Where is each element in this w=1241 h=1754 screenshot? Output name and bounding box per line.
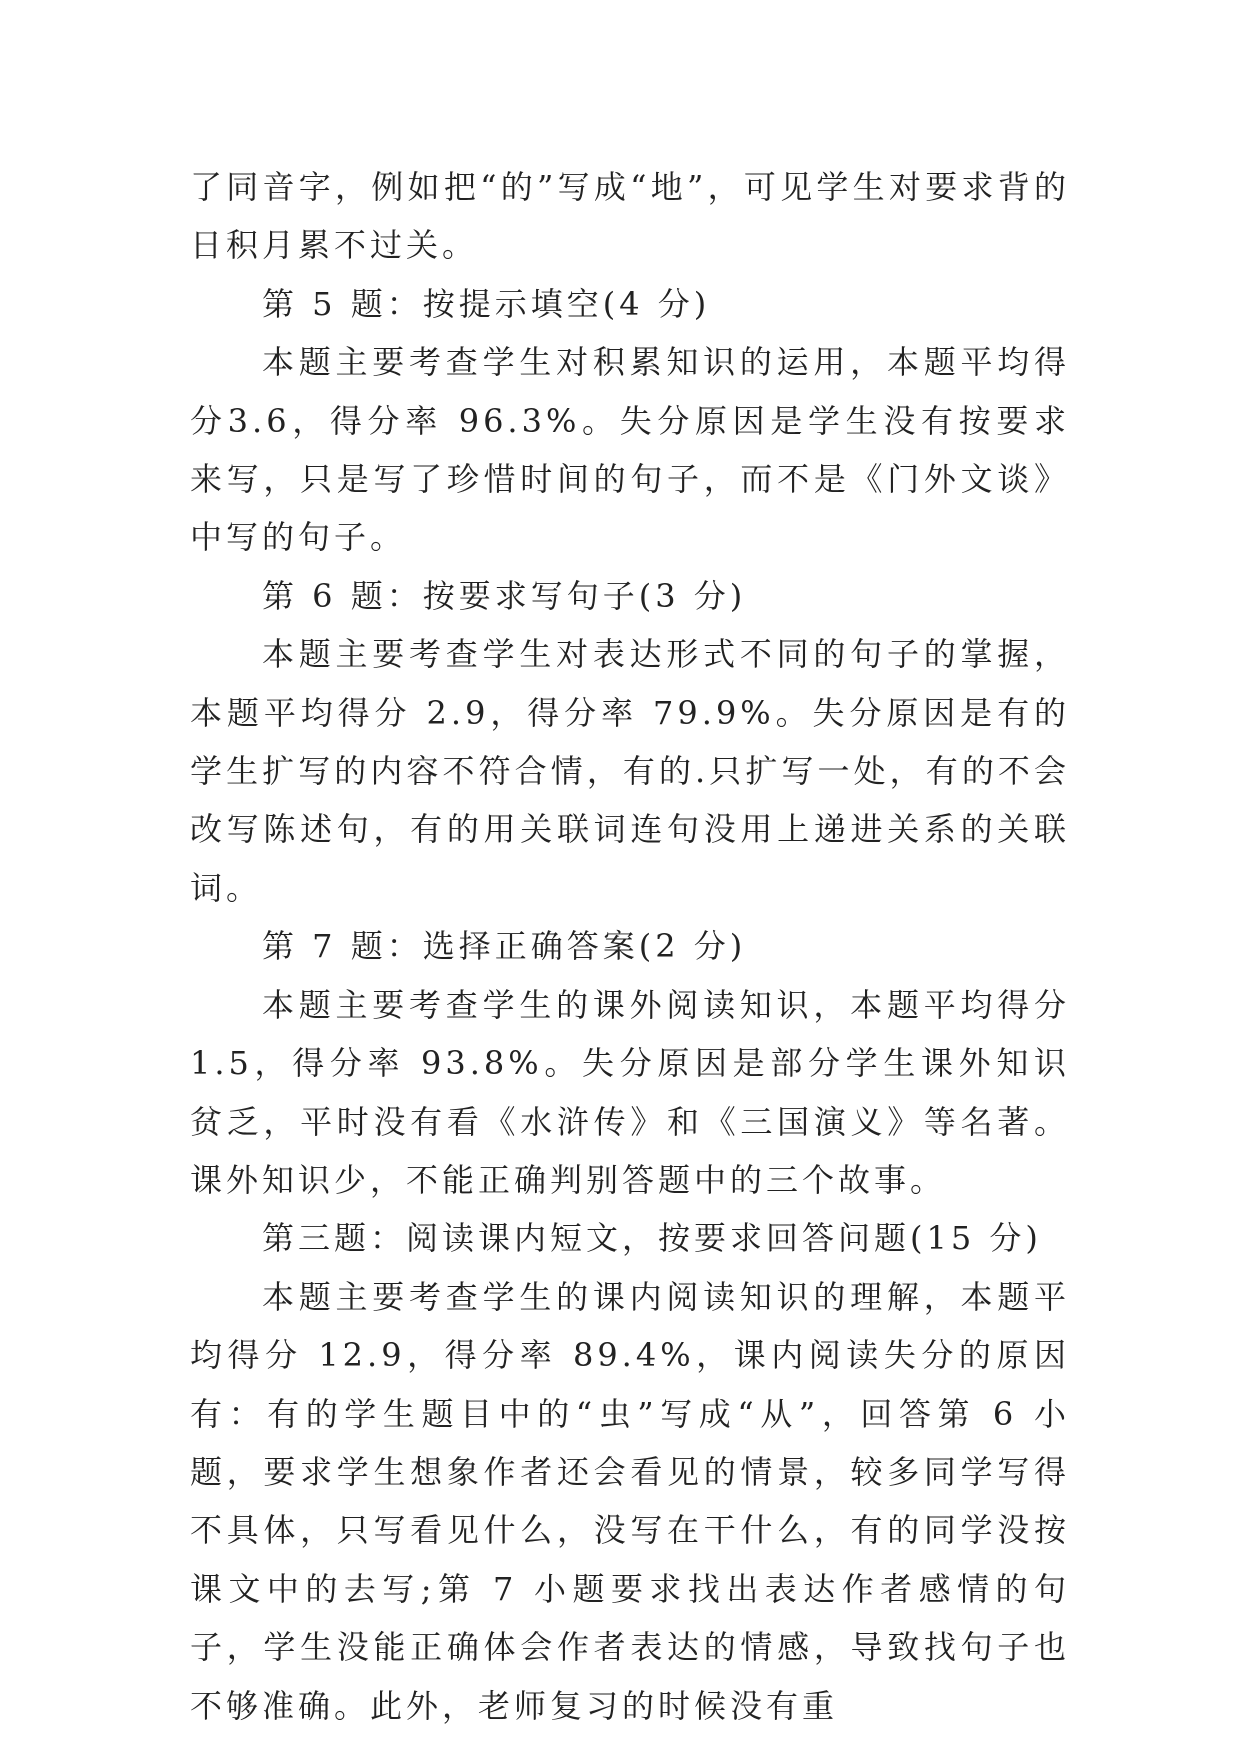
document-body	[190, 158, 1070, 1735]
question-7-heading: 第 7 题：选择正确答案(2 分)	[262, 927, 747, 966]
paragraph-continuation: 了同音字，例如把“的”写成“地”，可见学生对要求背的日积月累不过关。	[190, 168, 1070, 265]
question-5-heading: 第 5 题：按提示填空(4 分)	[262, 284, 711, 323]
section-3-heading: 第三题：阅读课内短文，按要求回答问题(15 分)	[262, 1219, 1042, 1258]
question-6-heading: 第 6 题：按要求写句子(3 分)	[262, 576, 747, 615]
question-7-analysis: 本题主要考查学生的课外阅读知识，本题平均得分 1.5，得分率 93.8%。失分原因是部分学生课外知识贫乏，平时没有看《水浒传》和《三国演义》等名著。课外知识少，不能正确判别答题中的三个故事。	[190, 985, 1070, 1199]
section-3-analysis: 本题主要考查学生的课内阅读知识的理解，本题平均得分 12.9，得分率 89.4%，课内阅读失分的原因有：有的学生题目中的“虫”写成“从”，回答第 6 小题，要求学生想象作者还会看见的情景，较多同学写得不具体，只写看见什么，没写在干什么，有的同学没按课文中的去写;第 7 小题要求找出表达作者感情的句子，学生没能正确体会作者表达的情感，导致找句子也不够准确。此外，老师复习的时候没有重	[190, 1277, 1070, 1725]
question-6-analysis: 本题主要考查学生对表达形式不同的句子的掌握，本题平均得分 2.9，得分率 79.9%。失分原因是有的学生扩写的内容不符合情，有的.只扩写一处，有的不会改写陈述句，有的用关联词连句没用上递进关系的关联词。	[190, 635, 1070, 907]
question-5-analysis: 本题主要考查学生对积累知识的运用，本题平均得分3.6，得分率 96.3%。失分原因是学生没有按要求来写，只是写了珍惜时间的句子，而不是《门外文谈》中写的句子。	[190, 343, 1070, 557]
